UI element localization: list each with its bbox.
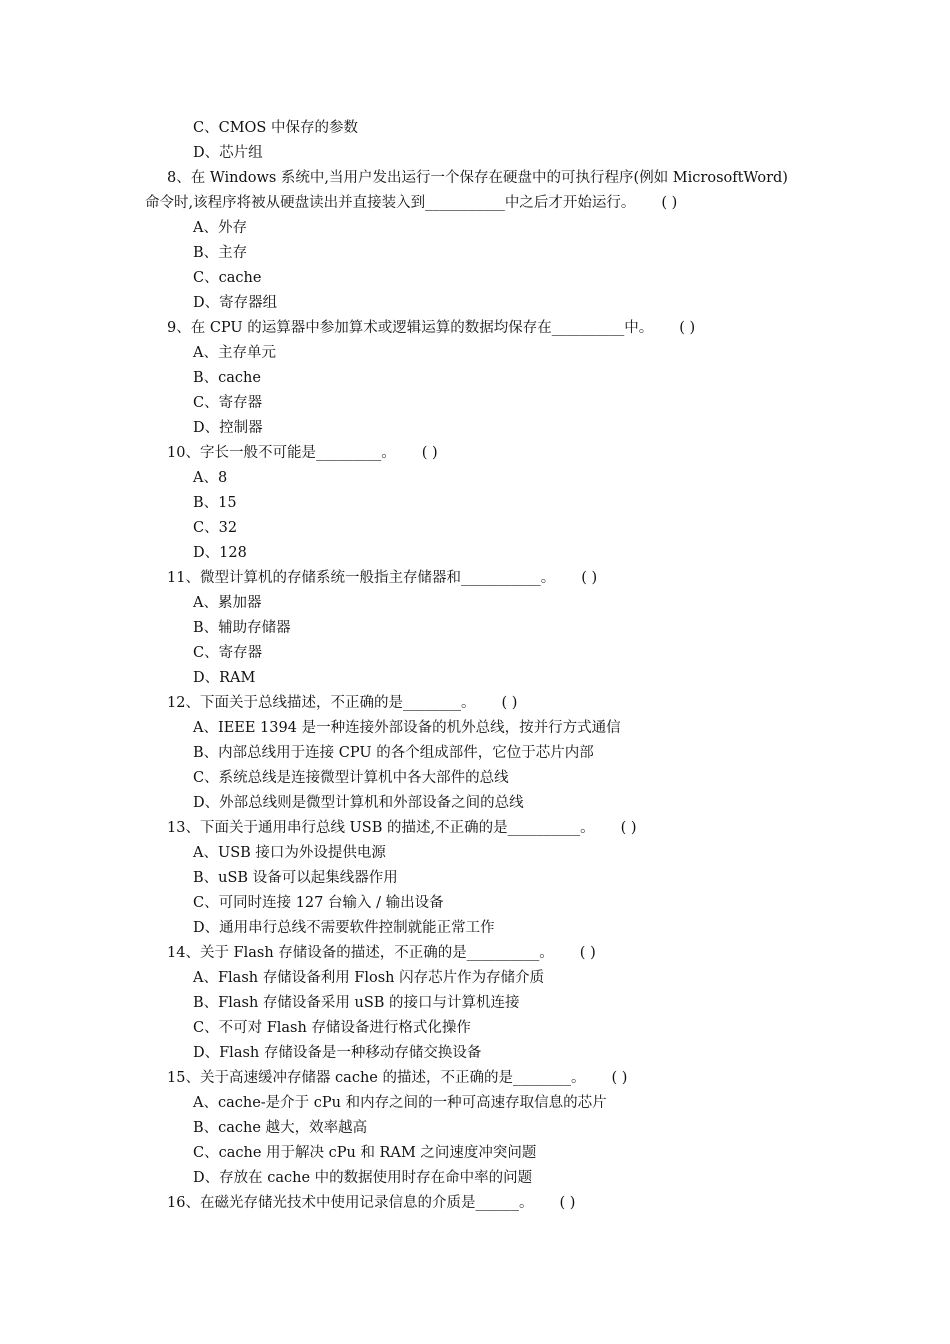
line-text: D、外部总线则是微型计算机和外部设备之间的总线 (193, 795, 524, 811)
answer-option (0, 516, 950, 541)
line-text: B、uSB 设备可以起集线器作用 (193, 870, 398, 886)
answer-option (0, 341, 950, 366)
answer-option (0, 666, 950, 691)
answer-option (0, 291, 950, 316)
line-text: C、cache 用于解决 cPu 和 RAM 之问速度冲突问题 (193, 1145, 537, 1161)
question-text (0, 316, 950, 341)
line-text: 15、关于高速缓冲存储器 cache 的描述，不正确的是________。 (167, 1070, 586, 1086)
answer-option (0, 716, 950, 741)
line-text: D、存放在 cache 中的数据使用时存在命中率的问题 (193, 1170, 533, 1186)
answer-blank-paren: ( ) (579, 945, 596, 961)
answer-option (0, 591, 950, 616)
question-text (0, 816, 950, 841)
answer-option (0, 466, 950, 491)
answer-option (0, 416, 950, 441)
question-continuation (0, 191, 950, 216)
question-text (0, 441, 950, 466)
line-text: B、内部总线用于连接 CPU 的各个组成部件，它位于芯片内部 (193, 745, 594, 761)
question-text (0, 941, 950, 966)
answer-blank-paren: ( ) (501, 695, 518, 711)
line-text: 11、微型计算机的存储系统一般指主存储器和___________。 (167, 570, 556, 586)
answer-option (0, 241, 950, 266)
line-text: A、主存单元 (193, 345, 276, 361)
line-text: 14、关于 Flash 存储设备的描述，不正确的是__________。 (167, 945, 554, 961)
answer-option (0, 641, 950, 666)
answer-option (0, 541, 950, 566)
answer-option (0, 791, 950, 816)
answer-option (0, 1166, 950, 1191)
question-text (0, 691, 950, 716)
answer-option (0, 866, 950, 891)
line-text: B、主存 (193, 245, 248, 261)
line-text: C、寄存器 (193, 645, 263, 661)
line-text: 16、在磁光存储光技术中使用记录信息的介质是______。 (167, 1195, 534, 1211)
line-text: D、寄存器组 (193, 295, 278, 311)
answer-option (0, 966, 950, 991)
answer-blank-paren: ( ) (679, 320, 696, 336)
line-text: C、cache (193, 270, 262, 286)
line-text: B、15 (193, 495, 237, 511)
answer-option (0, 991, 950, 1016)
answer-option (0, 216, 950, 241)
answer-blank-paren: ( ) (581, 570, 598, 586)
question-text (0, 1066, 950, 1091)
line-text: C、CMOS 中保存的参数 (193, 120, 358, 136)
answer-option (0, 616, 950, 641)
line-text: D、芯片组 (193, 145, 263, 161)
line-text: C、32 (193, 520, 238, 536)
line-text: D、通用串行总线不需要软件控制就能正常工作 (193, 920, 495, 936)
line-text: D、控制器 (193, 420, 263, 436)
question-text (0, 166, 950, 191)
line-text: D、Flash 存储设备是一种移动存储交换设备 (193, 1045, 482, 1061)
answer-option (0, 1041, 950, 1066)
answer-option (0, 141, 950, 166)
line-text: B、Flash 存储设备采用 uSB 的接口与计算机连接 (193, 995, 520, 1011)
answer-option (0, 1091, 950, 1116)
line-text: C、寄存器 (193, 395, 263, 411)
answer-option (0, 1116, 950, 1141)
line-text: D、128 (193, 545, 247, 561)
answer-option (0, 491, 950, 516)
line-text: A、8 (193, 470, 228, 486)
line-text: A、USB 接口为外设提供电源 (193, 845, 386, 861)
answer-option (0, 366, 950, 391)
answer-blank-paren: ( ) (559, 1195, 576, 1211)
document-page (0, 116, 950, 1216)
answer-option (0, 766, 950, 791)
line-text: A、外存 (193, 220, 247, 236)
answer-option (0, 266, 950, 291)
answer-option (0, 891, 950, 916)
answer-option (0, 916, 950, 941)
answer-option (0, 116, 950, 141)
line-text: 命令时,该程序将被从硬盘读出并直接装入到___________中之后才开始运行。 (145, 195, 636, 211)
line-text: 10、字长一般不可能是_________。 (167, 445, 396, 461)
line-text: C、系统总线是连接微型计算机中各大部件的总线 (193, 770, 509, 786)
answer-blank-paren: ( ) (620, 820, 637, 836)
answer-blank-paren: ( ) (421, 445, 438, 461)
line-text: A、Flash 存储设备利用 Flosh 闪存芯片作为存储介质 (193, 970, 545, 986)
line-text: 12、下面关于总线描述，不正确的是________。 (167, 695, 476, 711)
question-text (0, 1191, 950, 1216)
line-text: B、辅助存储器 (193, 620, 291, 636)
line-text: B、cache 越大，效率越高 (193, 1120, 368, 1136)
answer-option (0, 391, 950, 416)
line-text: 8、在 Windows 系统中,当用户发出运行一个保存在硬盘中的可执行程序(例如 MicrosoftWord) (167, 170, 788, 186)
answer-option (0, 1016, 950, 1041)
answer-blank-paren: ( ) (611, 1070, 628, 1086)
line-text: B、cache (193, 370, 261, 386)
line-text: A、cache-是介于 cPu 和内存之间的一种可高速存取信息的芯片 (193, 1095, 607, 1111)
line-text: C、可同时连接 127 台输入 / 输出设备 (193, 895, 444, 911)
answer-option (0, 1141, 950, 1166)
line-text: C、不可对 Flash 存储设备进行格式化操作 (193, 1020, 471, 1036)
line-text: 9、在 CPU 的运算器中参加算术或逻辑运算的数据均保存在__________中。 (167, 320, 654, 336)
line-text: 13、下面关于通用串行总线 USB 的描述,不正确的是__________。 (167, 820, 595, 836)
question-text (0, 566, 950, 591)
answer-option (0, 841, 950, 866)
line-text: D、RAM (193, 670, 256, 686)
line-text: A、IEEE 1394 是一种连接外部设备的机外总线，按并行方式通信 (193, 720, 621, 736)
answer-option (0, 741, 950, 766)
line-text: A、累加器 (193, 595, 262, 611)
answer-blank-paren: ( ) (661, 195, 678, 211)
